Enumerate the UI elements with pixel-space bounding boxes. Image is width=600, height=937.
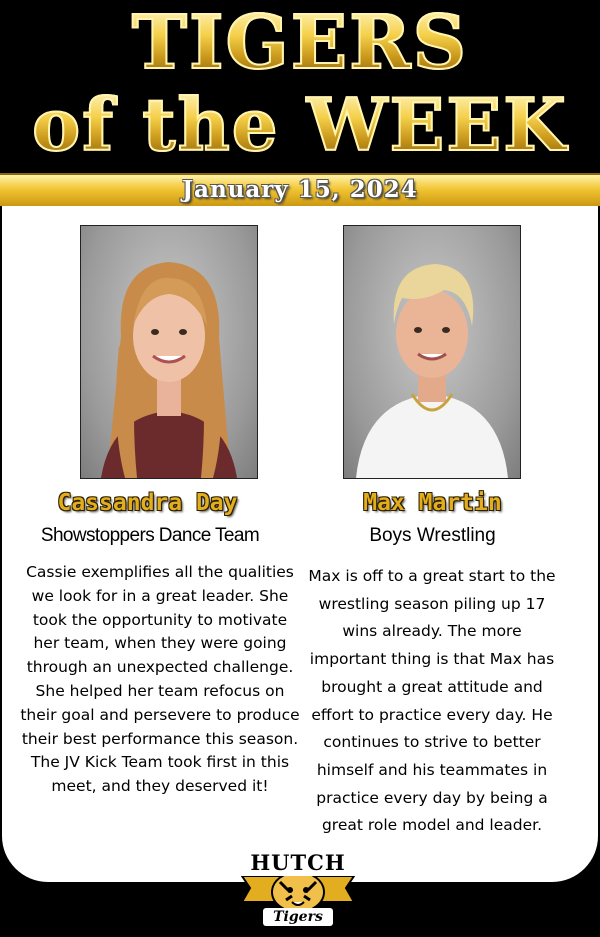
honoree-name-cassandra: Cassandra Day — [57, 490, 238, 516]
honoree-description-max: Max is off to a great start to the wrestling season piling up 17 wins already. The more important thing is that Max has brought a great attitude and effort to practice every day. He continues to strive to better himself and his teammates in practice every day by being a great role model and leader. — [308, 567, 556, 835]
honoree-photo-cassandra — [80, 225, 258, 479]
honoree-team-max: Boys Wrestling — [369, 525, 496, 546]
logo-tagline: Tigers — [263, 908, 333, 926]
honoree-photo-max — [343, 225, 521, 479]
honoree-description-cassandra: Cassie exemplifies all the qualities we look for in a great leader. She took the opportunity to motivate her team, when they were going through an unexpected challenge. She helped her team refocus on their goal and persevere to produce their best performance this season. The JV Kick Team took first in this meet, and they deserved it! — [20, 563, 300, 796]
title-of-the-week: of the WEEK — [0, 89, 600, 161]
date-label: January 15, 2024 — [182, 176, 418, 203]
honoree-name-max: Max Martin — [363, 490, 502, 516]
logo-wordmark: HUTCH — [228, 850, 368, 876]
hutch-tigers-logo — [228, 850, 368, 930]
title-tigers: TIGERS — [0, 6, 600, 80]
portrait-boy-icon — [344, 226, 520, 478]
portrait-girl-icon — [81, 226, 257, 478]
honoree-team-cassandra: Showstoppers Dance Team — [40, 525, 260, 546]
